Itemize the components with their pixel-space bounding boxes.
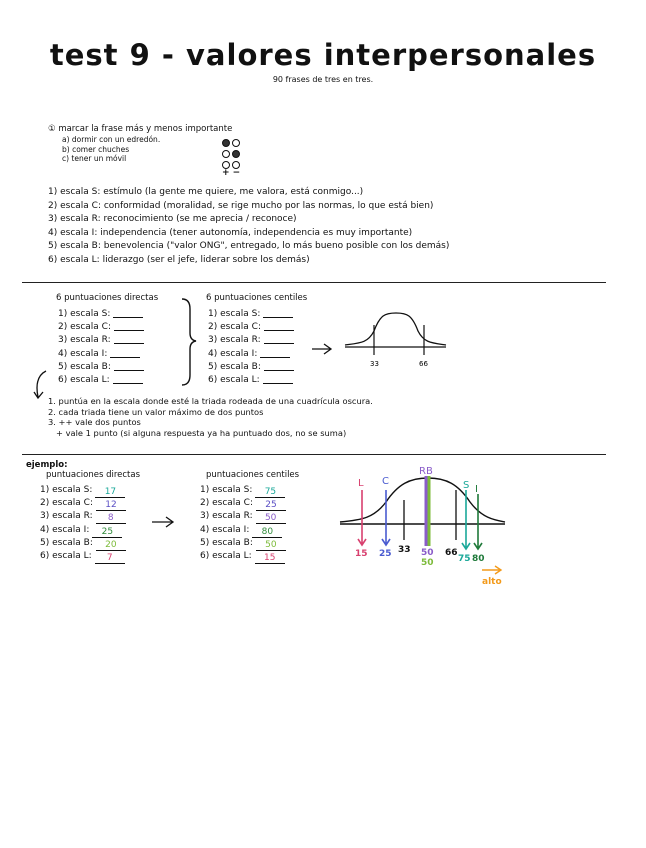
circle-icon <box>232 150 240 158</box>
scale-label: 3) escala R: <box>200 511 253 522</box>
marker-s <box>462 490 470 549</box>
alto-label: alto <box>482 577 502 587</box>
centile-value-c: 25 <box>256 501 286 511</box>
scale-label: 3) escala R: <box>208 335 261 346</box>
scale-label: 4) escala I: <box>208 348 258 359</box>
rule-2: 2. cada triada tiene un valor máximo de dos puntos <box>48 406 264 417</box>
circle-icon <box>222 139 230 147</box>
example-centile-heading: puntuaciones centiles <box>206 470 300 480</box>
scale-l: 6) escala L: liderazgo (ser el jefe, liderar sobre los demás) <box>48 254 310 265</box>
scale-label: 2) escala C: <box>200 498 253 509</box>
scale-b: 5) escala B: benevolencia ("valor ONG", entregado, lo más bueno posible con los demás) <box>48 241 450 251</box>
scale-label: 1) escala S: <box>200 485 253 495</box>
centile-value-r: 50 <box>256 514 286 524</box>
scale-label: 5) escala B: <box>200 537 253 548</box>
arrow-icon <box>312 344 331 354</box>
scale-label: 2) escala C: <box>208 322 261 333</box>
centile-value-s: 75 <box>255 488 285 498</box>
scale-label: 6) escala L: <box>200 550 252 561</box>
letter-i: I <box>475 484 478 495</box>
scale-c: 2) escala C: conformidad (moralidad, se rige mucho por las normas, lo que está bien) <box>48 200 434 211</box>
scale-label: 5) escala B: <box>208 361 261 372</box>
scale-label: 6) escala L: <box>58 374 110 385</box>
scale-r: 3) escala R: reconocimiento (se me aprecia / reconoce) <box>48 214 297 224</box>
circle-icon <box>232 139 240 147</box>
rule-4: + vale 1 punto (si alguna respuesta ya ha puntuado dos, no se suma) <box>56 427 347 438</box>
scale-label: 2) escala C: <box>58 322 111 333</box>
scales-list <box>48 186 449 267</box>
num-80: 80 <box>472 554 485 564</box>
instruction-step1: ① marcar la frase más y menos importante <box>48 124 233 134</box>
curved-arrow-icon <box>34 371 46 398</box>
plus-minus: + − <box>222 168 241 178</box>
rules-list <box>48 396 373 438</box>
num-25: 25 <box>379 549 392 559</box>
option-c: c) tener un móvil <box>62 154 127 163</box>
bell-curve <box>345 313 446 345</box>
direct-value-c: 12 <box>96 501 126 511</box>
scale-s: 1) escala S: estímulo (la gente me quiere, me valora, está conmigo...) <box>48 187 364 197</box>
scale-label: 1) escala S: <box>40 485 93 495</box>
tick-label-33: 33 <box>370 360 379 368</box>
section2-drawings <box>0 285 646 400</box>
scale-label: 5) escala B: <box>58 361 111 372</box>
alto-arrow-icon <box>482 566 501 574</box>
arrow-icon <box>152 517 173 527</box>
num-66: 66 <box>445 548 458 558</box>
scale-label: 6) escala L: <box>208 374 260 385</box>
example-direct-heading: puntuaciones directas <box>46 470 141 480</box>
direct-value-r: 8 <box>96 514 126 524</box>
direct-scores-heading: 6 puntuaciones directas <box>56 293 159 303</box>
option-a: a) dormir con un edredón. <box>62 135 161 144</box>
direct-value-s: 17 <box>95 488 125 498</box>
scale-label: 6) escala L: <box>40 550 92 561</box>
num-75: 75 <box>458 554 471 564</box>
rule-3: 3. ++ vale dos puntos <box>48 417 141 427</box>
num-50: 50 <box>421 548 434 558</box>
divider <box>22 454 606 455</box>
scale-label: 4) escala I: <box>40 524 90 535</box>
brace-icon <box>182 299 196 385</box>
scale-label: 3) escala R: <box>58 335 111 346</box>
tick-label-66: 66 <box>419 360 428 368</box>
scale-label: 5) escala B: <box>40 537 93 548</box>
centile-value-l: 15 <box>255 554 285 564</box>
example-heading: ejemplo: <box>26 460 68 470</box>
centile-value-b: 50 <box>256 541 286 551</box>
letter-c: C <box>382 476 389 487</box>
num-33: 33 <box>398 545 411 555</box>
scale-label: 4) escala I: <box>58 348 108 359</box>
scale-label: 1) escala S: <box>208 309 261 319</box>
circle-icon <box>222 150 230 158</box>
num-15: 15 <box>355 549 368 559</box>
direct-value-i: 25 <box>92 528 122 538</box>
option-marks <box>222 136 242 178</box>
letter-s: S <box>463 480 470 491</box>
scale-label: 4) escala I: <box>200 524 250 535</box>
divider <box>22 282 606 283</box>
example-curve <box>0 460 646 590</box>
page-subtitle: 90 frases de tres en tres. <box>272 75 374 84</box>
scale-label: 1) escala S: <box>58 309 111 319</box>
bell-curve <box>340 478 505 522</box>
centile-value-i: 80 <box>252 528 282 538</box>
num-50b: 50 <box>421 558 434 568</box>
marker-i <box>474 494 482 549</box>
option-b: b) comer chuches <box>62 144 130 154</box>
page-title: test 9 - valores interpersonales <box>49 38 597 72</box>
letter-l: L <box>358 478 364 489</box>
scale-label: 2) escala C: <box>40 498 93 509</box>
direct-value-l: 7 <box>95 554 125 564</box>
centile-scores-heading: 6 puntuaciones centiles <box>206 293 308 303</box>
scale-i: 4) escala I: independencia (tener autonomía, independencia es muy importante) <box>48 227 413 238</box>
direct-value-b: 20 <box>96 541 126 551</box>
scale-label: 3) escala R: <box>40 511 93 522</box>
letter-rb: RB <box>419 466 433 477</box>
rule-1: 1. puntúa en la escala donde esté la triada rodeada de una cuadrícula oscura. <box>48 396 373 406</box>
option-list <box>62 135 160 164</box>
